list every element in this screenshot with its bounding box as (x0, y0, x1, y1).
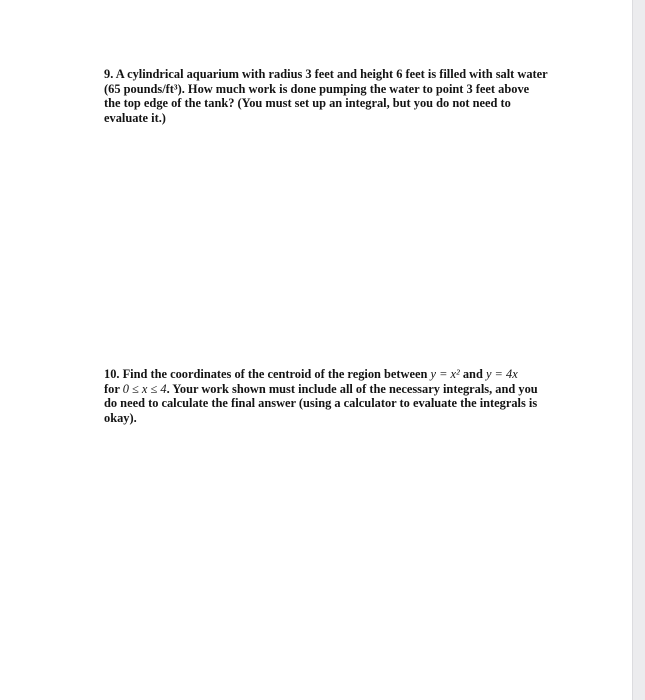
problem-10-line-2-text-b: . Your work shown must include all of the necessary integrals, and you (166, 381, 538, 396)
interval-inequality: 0 ≤ x ≤ 4 (122, 381, 167, 396)
problem-10-line-3: do need to calculate the final answer (using a calculator to evaluate the integrals is (104, 396, 538, 410)
problem-10-line-4: okay). (104, 410, 137, 425)
problem-9 (104, 67, 550, 125)
viewer-scroll-edge[interactable] (632, 0, 645, 700)
equation-line: y = 4x (485, 367, 518, 381)
problem-10-line-2-text-a: for (104, 381, 123, 396)
problem-10-line-1 (104, 367, 550, 382)
problem-9-line-2: (65 pounds/ft³). How much work is done pumping the water to point 3 feet above (104, 81, 530, 96)
problem-9-line-3: the top edge of the tank? (You must set up an integral, but you do not need to (104, 96, 511, 110)
equation-parabola: y = x² (430, 367, 460, 381)
problem-10 (104, 367, 550, 425)
problem-9-line-1: 9. A cylindrical aquarium with radius 3 feet and height 6 feet is filled with salt water (104, 67, 548, 81)
problem-10-line-2 (104, 382, 550, 397)
problem-10-line-1-text-a: 10. Find the coordinates of the centroid of the region between (104, 367, 431, 381)
problem-10-line-1-text-b: and (459, 367, 486, 381)
problem-9-line-4: evaluate it.) (104, 110, 166, 125)
